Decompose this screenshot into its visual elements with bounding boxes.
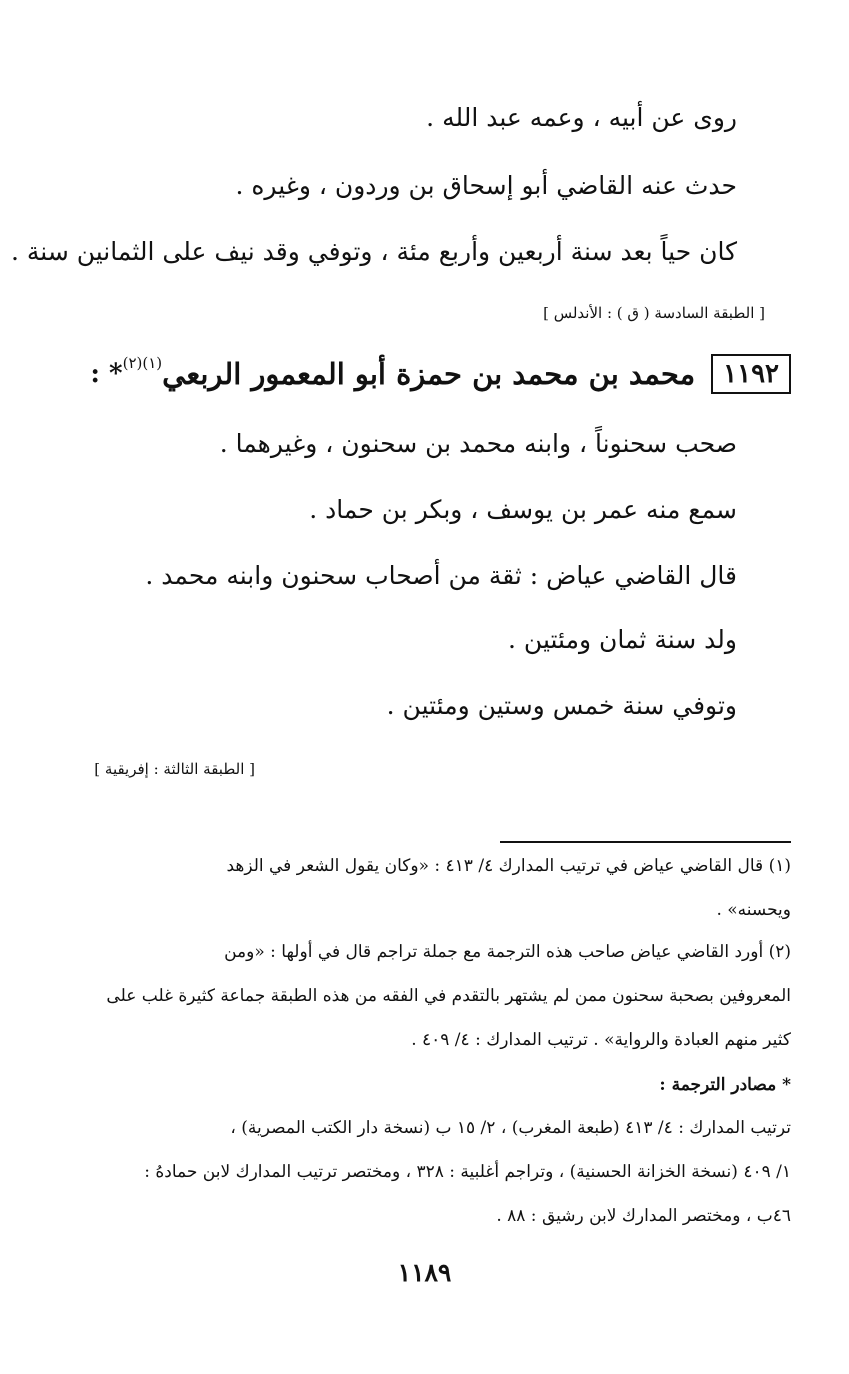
prev-entry-line-1: روى عن أبيه ، وعمه عبد الله .	[426, 103, 737, 132]
entry-tabaqa: [ الطبقة الثالثة : إفريقية ]	[94, 760, 255, 778]
sources-line-1: ترتيب المدارك : ٤/ ٤١٣ (طبعة المغرب) ، ٢/ ١٥ ب (نسخة دار الكتب المصرية) ،	[230, 1118, 791, 1138]
footnote-1-line-1: (١) قال القاضي عياض في ترتيب المدارك ٤/ ٤١٣ : «وكان يقول الشعر في الزهد	[226, 856, 791, 876]
sources-heading: * مصادر الترجمة :	[659, 1075, 791, 1095]
entry-line-4: ولد سنة ثمان ومئتين .	[508, 625, 737, 654]
page-number: ١١٨٩	[397, 1258, 452, 1287]
source-marker: * :	[90, 359, 123, 389]
entry-heading	[90, 352, 791, 400]
prev-entry-tabaqa: [ الطبقة السادسة ( ق ) : الأندلس ]	[543, 304, 765, 322]
prev-entry-line-2: حدث عنه القاضي أبو إسحاق بن وردون ، وغيره .	[235, 171, 737, 200]
footnote-2-line-1: (٢) أورد القاضي عياض صاحب هذه الترجمة مع جملة تراجم قال في أولها : «ومن	[224, 942, 791, 962]
entry-line-2: سمع منه عمر بن يوسف ، وبكر بن حماد .	[309, 495, 737, 524]
entry-line-1: صحب سحنوناً ، وابنه محمد بن سحنون ، وغيرهما .	[219, 429, 737, 458]
prev-entry-line-3: كان حياً بعد سنة أربعين وأربع مئة ، وتوفي وقد نيف على الثمانين سنة .	[10, 237, 737, 266]
footnote-2-line-2: المعروفين بصحبة سحنون ممن لم يشتهر بالتقدم في الفقه من هذه الطبقة جماعة كثيرة غلب على	[106, 986, 791, 1006]
footnote-1-line-2: ويحسنه» .	[716, 900, 791, 920]
footnote-2-line-3: كثير منهم العبادة والرواية» . ترتيب المدارك : ٤/ ٤٠٩ .	[411, 1030, 791, 1050]
footnote-refs: (١)(٢)	[122, 354, 163, 372]
entry-line-5: وتوفي سنة خمس وستين ومئتين .	[386, 691, 737, 720]
sources-line-2: ١/ ٤٠٩ (نسخة الخزانة الحسنية) ، وتراجم أغلبية : ٣٢٨ ، ومختصر ترتيب المدارك لابن حمادهُ :	[144, 1162, 791, 1182]
footnote-separator	[500, 841, 791, 843]
sources-line-3: ٤٦ب ، ومختصر المدارك لابن رشيق : ٨٨ .	[496, 1206, 791, 1226]
entry-line-3: قال القاضي عياض : ثقة من أصحاب سحنون وابنه محمد .	[145, 561, 737, 590]
entry-number: ١١٩٢	[711, 354, 791, 394]
entry-name: محمد بن محمد بن حمزة أبو المعمور الربعي	[162, 357, 696, 391]
